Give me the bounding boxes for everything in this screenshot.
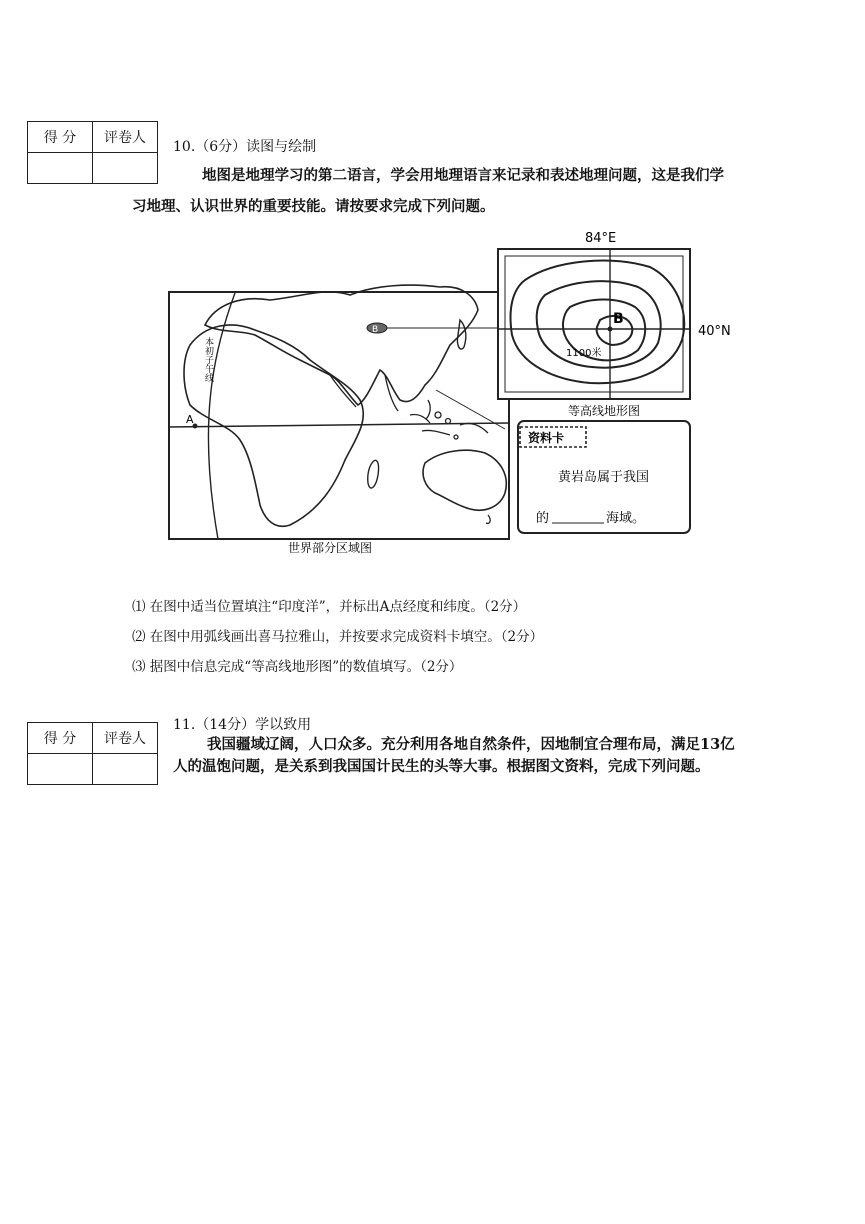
q10-figure xyxy=(160,225,745,565)
q10-subquestion-1: ⑴ 在图中适当位置填注“印度洋”，并标出A点经度和纬度。（2分） xyxy=(132,599,527,615)
data-card-line1: 黄岩岛属于我国 xyxy=(558,470,650,485)
q11-intro: 我国疆域辽阔，人口众多。充分利用各地自然条件，因地制宜合理布局，满足13亿人的温饱问题，是关系到我国国计民生的头等大事。根据图文资料，完成下列问题。 xyxy=(173,736,735,775)
world-map-caption: 世界部分区域图 xyxy=(288,541,373,555)
parallel-label: 40°N xyxy=(698,324,731,339)
q10-subquestion-2: ⑵ 在图中用弧线画出喜马拉雅山，并按要求完成资料卡填空。（2分） xyxy=(132,629,544,645)
point-a-label: A xyxy=(186,413,194,426)
contour-caption: 等高线地形图 xyxy=(568,404,641,418)
contour-value-label: 1100米 xyxy=(566,348,602,359)
data-card-title: 资料卡 xyxy=(528,431,565,445)
score-label: 得 分 xyxy=(28,122,93,153)
q10-title: 10.（6分）读图与绘制 xyxy=(173,139,317,155)
prime-meridian-label: 本初子午线 xyxy=(203,337,213,382)
score-label: 得 分 xyxy=(28,723,93,754)
meridian-label: 84°E xyxy=(585,231,617,246)
q10-subquestion-3: ⑶ 据图中信息完成“等高线地形图”的数值填写。（2分） xyxy=(132,659,463,675)
q10-intro: 地图是地理学习的第二语言，学会用地理语言来记录和表述地理问题，这是我们学习地理、认识世界的重要技能。请按要求完成下列问题。 xyxy=(132,167,724,215)
grader-label: 评卷人 xyxy=(93,122,158,153)
score-cell[interactable] xyxy=(28,153,93,184)
score-cell[interactable] xyxy=(28,754,93,785)
point-b-label: B xyxy=(613,311,624,327)
grader-cell[interactable] xyxy=(93,754,158,785)
data-card-line2-suffix: 海域。 xyxy=(606,511,646,526)
grader-label: 评卷人 xyxy=(93,723,158,754)
data-card-line2-prefix: 的 xyxy=(536,511,550,526)
q11-title: 11.（14分）学以致用 xyxy=(173,717,312,733)
point-b-map-label: B xyxy=(372,325,379,335)
score-table-q11 xyxy=(27,722,158,785)
